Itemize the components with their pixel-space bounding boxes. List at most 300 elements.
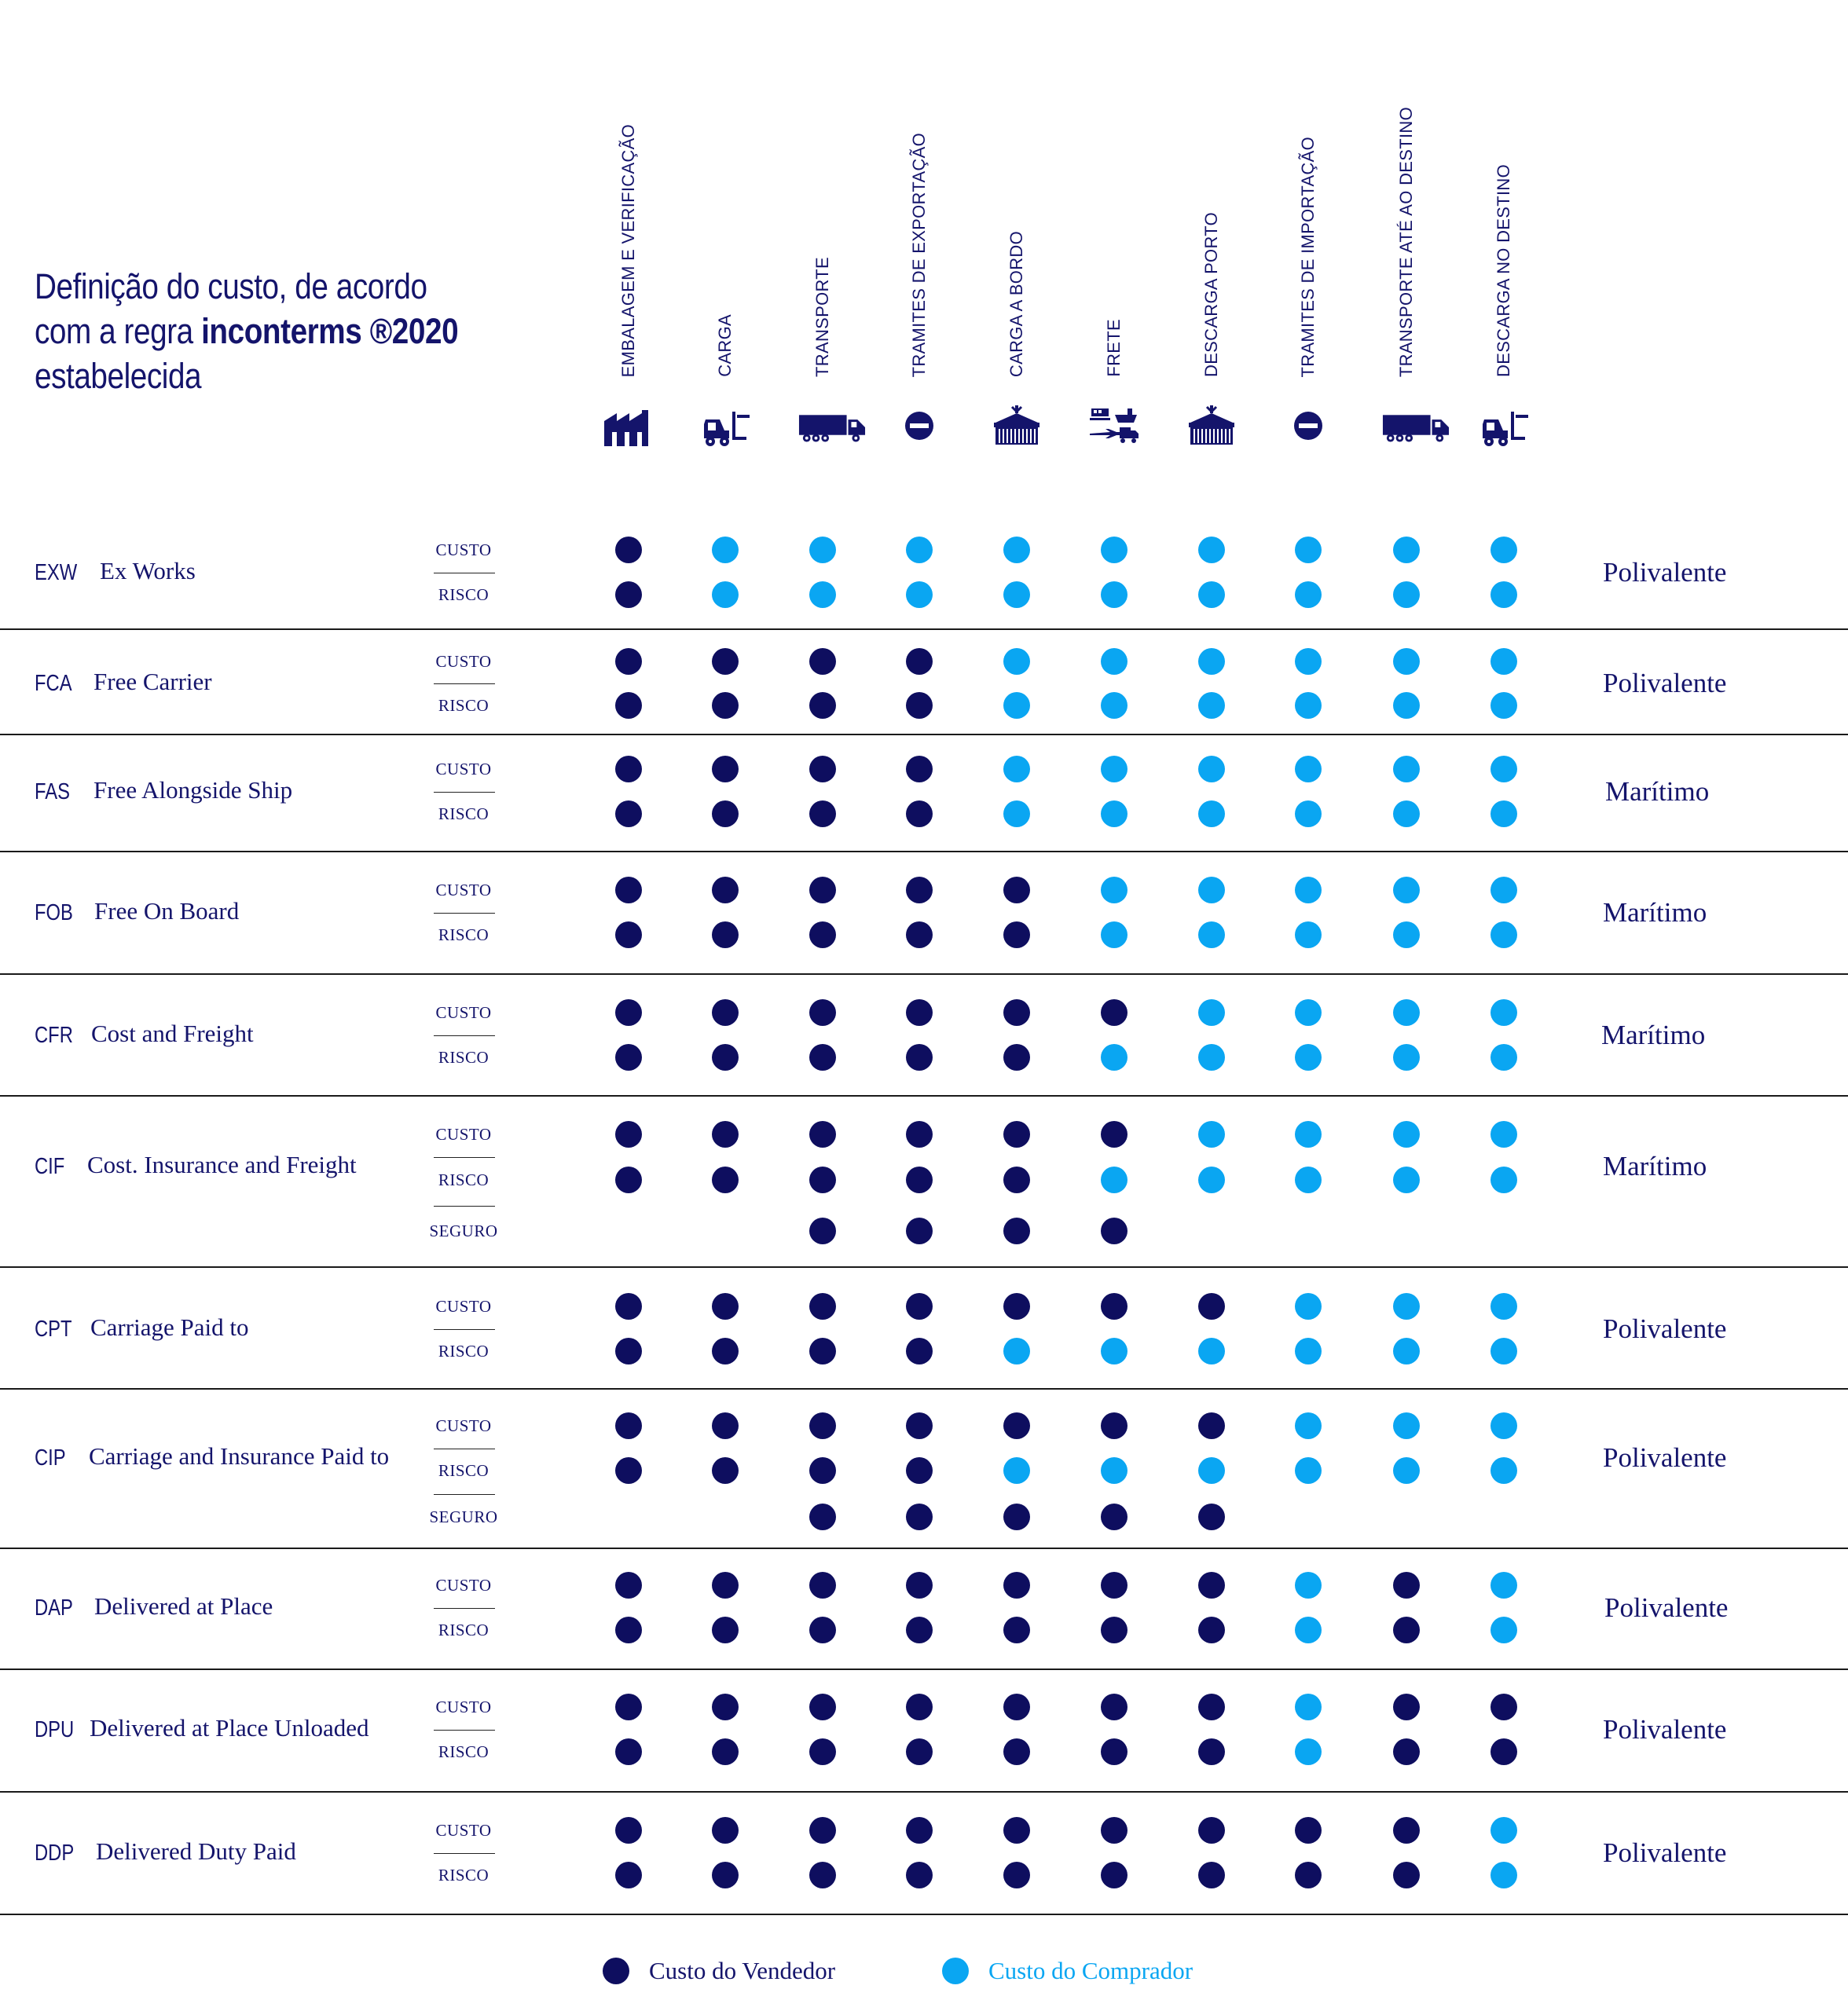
seller-cost-dot [712,1338,739,1364]
seller-cost-dot [615,1817,642,1844]
label-separator [434,1035,495,1036]
buyer-cost-dot [1393,1293,1420,1320]
seller-cost-dot [615,692,642,719]
buyer-cost-dot [1198,877,1225,903]
buyer-cost-dot [1003,800,1030,827]
transport-mode: Polivalente [1603,1313,1727,1344]
seller-cost-dot [1101,1572,1128,1599]
seller-cost-dot [615,1167,642,1193]
buyer-cost-dot [1295,1694,1322,1720]
seller-cost-dot [1198,1738,1225,1765]
buyer-cost-dot [1490,1572,1517,1599]
buyer-cost-dot [1101,1044,1128,1071]
buyer-cost-dot [1393,756,1420,782]
seller-cost-dot [615,756,642,782]
row-divider [0,1095,1848,1097]
label-separator [434,1206,495,1207]
incoterm-name: Cost. Insurance and Freight [87,1151,357,1178]
buyer-cost-dot [1198,999,1225,1026]
buyer-cost-dot [1101,756,1128,782]
seller-cost-dot [1198,1412,1225,1439]
buyer-cost-dot [1295,1738,1322,1765]
buyer-cost-dot [1393,999,1420,1026]
label-separator [434,1329,495,1330]
line-label: CUSTO [435,1576,492,1595]
column-header [993,118,1040,377]
buyer-cost-dot [1295,1293,1322,1320]
buyer-cost-dot [1295,1121,1322,1148]
seller-cost-dot [1101,1617,1128,1643]
buyer-cost-dot [1198,1457,1225,1484]
seller-cost-dot [615,1738,642,1765]
column-header [1285,118,1332,377]
seller-cost-dot [615,1862,642,1888]
seller-cost-dot [809,1738,836,1765]
buyer-cost-dot [712,581,739,608]
seller-cost-dot [712,1617,739,1643]
seller-cost-dot [906,1218,933,1244]
line-label: CUSTO [435,760,492,778]
row-divider [0,1914,1848,1915]
seller-cost-dot [1003,1044,1030,1071]
buyer-cost-dot [1198,692,1225,719]
column-header-label: TRANSPORTE [812,257,832,377]
seller-cost-dot [809,800,836,827]
buyer-cost-dot [1003,1338,1030,1364]
buyer-cost-dot [1490,800,1517,827]
buyer-cost-dot [1295,1338,1322,1364]
legend-seller-dot [603,1958,629,1984]
buyer-cost-dot [1393,800,1420,827]
row-divider [0,1791,1848,1793]
seller-cost-dot [1003,999,1030,1026]
freight-modes-icon [1087,404,1142,448]
row-divider [0,1548,1848,1549]
seller-cost-dot [809,1293,836,1320]
incoterm-code: FAS [35,778,70,804]
seller-cost-dot [809,756,836,782]
seller-cost-dot [615,1457,642,1484]
line-label: CUSTO [435,1003,492,1022]
buyer-cost-dot [1295,877,1322,903]
incoterm-name: Ex Works [100,556,196,584]
line-label: CUSTO [435,1125,492,1144]
buyer-cost-dot [1393,537,1420,563]
seller-cost-dot [1393,1738,1420,1765]
seller-cost-dot [1101,1862,1128,1888]
seller-cost-dot [1101,1504,1128,1530]
buyer-cost-dot [1490,581,1517,608]
row-divider [0,734,1848,735]
line-label: CUSTO [435,1416,492,1435]
seller-cost-dot [1003,1862,1030,1888]
buyer-cost-dot [1393,581,1420,608]
seller-cost-dot [906,1121,933,1148]
seller-cost-dot [712,1457,739,1484]
seller-cost-dot [712,1044,739,1071]
seller-cost-dot [615,877,642,903]
buyer-cost-dot [1295,1044,1322,1071]
buyer-cost-dot [1198,921,1225,948]
buyer-cost-dot [1393,921,1420,948]
line-label: SEGURO [429,1222,498,1240]
seller-cost-dot [1101,1738,1128,1765]
buyer-cost-dot [1295,921,1322,948]
seller-cost-dot [809,1167,836,1193]
seller-cost-dot [906,1044,933,1071]
seller-cost-dot [1198,1617,1225,1643]
seller-cost-dot [615,1338,642,1364]
no-entry-icon [892,404,947,448]
buyer-cost-dot [1198,756,1225,782]
column-header-label: TRAMITES DE IMPORTAÇÃO [1298,136,1318,377]
legend-buyer-label: Custo do Comprador [988,1957,1194,1984]
buyer-cost-dot [1490,1817,1517,1844]
buyer-cost-dot [1003,692,1030,719]
seller-cost-dot [1101,1218,1128,1244]
buyer-cost-dot [1295,1617,1322,1643]
seller-cost-dot [906,1457,933,1484]
column-header [605,118,652,377]
seller-cost-dot [809,1504,836,1530]
seller-cost-dot [1393,1617,1420,1643]
buyer-cost-dot [1490,1338,1517,1364]
buyer-cost-dot [1101,1338,1128,1364]
buyer-cost-dot [1295,692,1322,719]
buyer-cost-dot [1198,648,1225,675]
seller-cost-dot [712,1293,739,1320]
column-header-label: CARGA A BORDO [1006,230,1026,377]
buyer-cost-dot [1393,1167,1420,1193]
buyer-cost-dot [1490,999,1517,1026]
buyer-cost-dot [1295,800,1322,827]
buyer-cost-dot [1490,1044,1517,1071]
transport-mode: Marítimo [1603,1151,1707,1181]
line-label: RISCO [438,804,490,823]
seller-cost-dot [1198,1293,1225,1320]
transport-mode: Polivalente [1603,1713,1727,1745]
incoterm-name: Delivered at Place Unloaded [90,1713,369,1742]
transport-mode: Polivalente [1603,1837,1727,1868]
buyer-cost-dot [712,537,739,563]
seller-cost-dot [712,1817,739,1844]
buyer-cost-dot [1003,756,1030,782]
seller-cost-dot [809,1412,836,1439]
seller-cost-dot [712,1572,739,1599]
seller-cost-dot [809,1457,836,1484]
seller-cost-dot [906,1862,933,1888]
seller-cost-dot [809,648,836,675]
label-separator [434,1157,495,1158]
transport-mode: Marítimo [1601,1019,1706,1050]
buyer-cost-dot [1393,1044,1420,1071]
column-header-label: TRAMITES DE EXPORTAÇÃO [909,132,929,377]
seller-cost-dot [712,1738,739,1765]
buyer-cost-dot [1295,1572,1322,1599]
column-header [1091,118,1138,377]
seller-cost-dot [1295,1817,1322,1844]
incoterm-code: CIP [35,1445,66,1471]
incoterm-code: EXW [35,559,78,585]
row-divider [0,1669,1848,1670]
seller-cost-dot [906,1617,933,1643]
seller-cost-dot [906,877,933,903]
buyer-cost-dot [1295,537,1322,563]
buyer-cost-dot [1101,800,1128,827]
seller-cost-dot [906,921,933,948]
seller-cost-dot [1198,1504,1225,1530]
seller-cost-dot [615,999,642,1026]
seller-cost-dot [1003,1617,1030,1643]
buyer-cost-dot [1490,877,1517,903]
seller-cost-dot [712,1167,739,1193]
seller-cost-dot [809,692,836,719]
line-label: RISCO [438,925,490,944]
column-header-label: DESCARGA PORTO [1201,212,1221,377]
column-header-label: EMBALAGEM E VERIFICAÇÃO [618,123,638,377]
buyer-cost-dot [1003,1457,1030,1484]
seller-cost-dot [809,1817,836,1844]
column-header-label: TRANSPORTE ATÉ AO DESTINO [1396,106,1416,377]
buyer-cost-dot [1490,1862,1517,1888]
forklift-icon [698,404,753,448]
factory-icon [601,404,656,448]
buyer-cost-dot [1101,1457,1128,1484]
buyer-cost-dot [1198,1167,1225,1193]
seller-cost-dot [712,648,739,675]
label-separator [434,1494,495,1495]
seller-cost-dot [809,877,836,903]
incoterm-name: Free Alongside Ship [94,775,293,804]
incoterm-name: Free On Board [94,896,240,925]
seller-cost-dot [809,1862,836,1888]
seller-cost-dot [712,1412,739,1439]
buyer-cost-dot [1101,581,1128,608]
incoterm-name: Carriage Paid to [90,1313,249,1341]
seller-cost-dot [809,1121,836,1148]
truck-icon [1381,404,1450,448]
seller-cost-dot [809,999,836,1026]
line-label: RISCO [438,1461,490,1480]
line-label: RISCO [438,1866,490,1885]
buyer-cost-dot [1295,1457,1322,1484]
buyer-cost-dot [1490,921,1517,948]
label-separator [434,1608,495,1609]
incoterm-name: Delivered Duty Paid [96,1837,296,1865]
seller-cost-dot [1003,1504,1030,1530]
seller-cost-dot [1003,1572,1030,1599]
line-label: CUSTO [435,1297,492,1316]
column-header [1188,118,1235,377]
incoterm-name: Delivered at Place [94,1592,273,1620]
line-label: SEGURO [429,1507,498,1526]
seller-cost-dot [615,648,642,675]
buyer-cost-dot [1393,1457,1420,1484]
line-label: RISCO [438,1621,490,1639]
column-header-label: CARGA [715,314,735,377]
seller-cost-dot [906,1694,933,1720]
buyer-cost-dot [809,581,836,608]
line-label: RISCO [438,1742,490,1761]
seller-cost-dot [615,1617,642,1643]
buyer-cost-dot [1295,581,1322,608]
incoterm-code: CPT [35,1316,72,1342]
transport-mode: Polivalente [1603,668,1727,698]
incoterm-code: CFR [35,1022,73,1048]
buyer-cost-dot [1003,648,1030,675]
buyer-cost-dot [1101,877,1128,903]
column-header [702,118,749,377]
seller-cost-dot [1101,1694,1128,1720]
buyer-cost-dot [1295,1167,1322,1193]
transport-mode: Marítimo [1605,775,1710,807]
seller-cost-dot [1003,1738,1030,1765]
row-divider [0,851,1848,852]
seller-cost-dot [1101,1121,1128,1148]
line-label: RISCO [438,1048,490,1067]
buyer-cost-dot [1490,1167,1517,1193]
incoterm-name: Carriage and Insurance Paid to [89,1441,390,1470]
incoterm-name: Free Carrier [94,668,212,695]
seller-cost-dot [1393,1862,1420,1888]
title-line-3: estabelecida [35,356,202,396]
column-header [896,118,943,377]
incoterm-code: DDP [35,1840,75,1866]
line-label: RISCO [438,1170,490,1189]
buyer-cost-dot [1393,648,1420,675]
forklift-icon [1476,404,1531,448]
buyer-cost-dot [1295,648,1322,675]
buyer-cost-dot [1003,581,1030,608]
buyer-cost-dot [809,537,836,563]
line-label: CUSTO [435,881,492,899]
page-title [35,264,467,398]
line-label: RISCO [438,585,490,604]
seller-cost-dot [906,1504,933,1530]
buyer-cost-dot [1198,1044,1225,1071]
seller-cost-dot [906,1412,933,1439]
seller-cost-dot [1003,1694,1030,1720]
buyer-cost-dot [1393,1338,1420,1364]
seller-cost-dot [809,1617,836,1643]
seller-cost-dot [615,800,642,827]
title-line-1: Definição do custo, de acordo [35,266,427,306]
seller-cost-dot [615,537,642,563]
seller-cost-dot [712,800,739,827]
legend-buyer-dot [942,1958,969,1984]
seller-cost-dot [1198,1694,1225,1720]
incoterm-name: Cost and Freight [91,1019,254,1047]
buyer-cost-dot [1101,537,1128,563]
seller-cost-dot [615,1412,642,1439]
seller-cost-dot [712,921,739,948]
seller-cost-dot [809,1572,836,1599]
seller-cost-dot [1003,877,1030,903]
buyer-cost-dot [906,537,933,563]
seller-cost-dot [1003,1412,1030,1439]
column-header-label: DESCARGA NO DESTINO [1494,164,1513,377]
seller-cost-dot [906,1293,933,1320]
buyer-cost-dot [1198,1121,1225,1148]
seller-cost-dot [906,1338,933,1364]
seller-cost-dot [712,877,739,903]
seller-cost-dot [906,1817,933,1844]
seller-cost-dot [1490,1694,1517,1720]
no-entry-icon [1281,404,1336,448]
buyer-cost-dot [1393,877,1420,903]
seller-cost-dot [1101,999,1128,1026]
line-label: CUSTO [435,652,492,671]
seller-cost-dot [1393,1817,1420,1844]
seller-cost-dot [1003,1817,1030,1844]
seller-cost-dot [809,1044,836,1071]
column-header [1480,118,1527,377]
seller-cost-dot [615,1694,642,1720]
buyer-cost-dot [1295,999,1322,1026]
seller-cost-dot [1393,1572,1420,1599]
transport-mode: Marítimo [1603,896,1707,928]
seller-cost-dot [1003,921,1030,948]
row-divider [0,973,1848,975]
buyer-cost-dot [1198,1338,1225,1364]
buyer-cost-dot [1101,921,1128,948]
buyer-cost-dot [1490,1121,1517,1148]
row-divider [0,1266,1848,1268]
seller-cost-dot [712,1121,739,1148]
buyer-cost-dot [1490,756,1517,782]
title-bold: inconterms ®2020 [201,311,459,351]
buyer-cost-dot [1490,1617,1517,1643]
buyer-cost-dot [1393,692,1420,719]
seller-cost-dot [906,1572,933,1599]
label-separator [434,913,495,914]
seller-cost-dot [615,1572,642,1599]
buyer-cost-dot [1198,800,1225,827]
buyer-cost-dot [1393,1412,1420,1439]
label-separator [434,1853,495,1854]
label-separator [434,792,495,793]
seller-cost-dot [615,1044,642,1071]
seller-cost-dot [809,1338,836,1364]
seller-cost-dot [712,692,739,719]
seller-cost-dot [809,921,836,948]
seller-cost-dot [1101,1293,1128,1320]
seller-cost-dot [906,756,933,782]
seller-cost-dot [1198,1817,1225,1844]
container-crane-icon [989,404,1044,448]
seller-cost-dot [712,756,739,782]
seller-cost-dot [712,1694,739,1720]
line-label: RISCO [438,1342,490,1361]
line-label: RISCO [438,696,490,715]
buyer-cost-dot [1198,581,1225,608]
line-label: CUSTO [435,1698,492,1716]
seller-cost-dot [615,1293,642,1320]
buyer-cost-dot [1198,537,1225,563]
seller-cost-dot [712,999,739,1026]
column-header [1383,106,1430,377]
buyer-cost-dot [1490,648,1517,675]
transport-mode: Polivalente [1603,1441,1727,1473]
seller-cost-dot [1198,1862,1225,1888]
seller-cost-dot [906,800,933,827]
seller-cost-dot [906,692,933,719]
column-header-label: FRETE [1104,319,1124,377]
seller-cost-dot [809,1694,836,1720]
buyer-cost-dot [1295,1412,1322,1439]
transport-mode: Polivalente [1604,1592,1729,1623]
seller-cost-dot [1490,1738,1517,1765]
